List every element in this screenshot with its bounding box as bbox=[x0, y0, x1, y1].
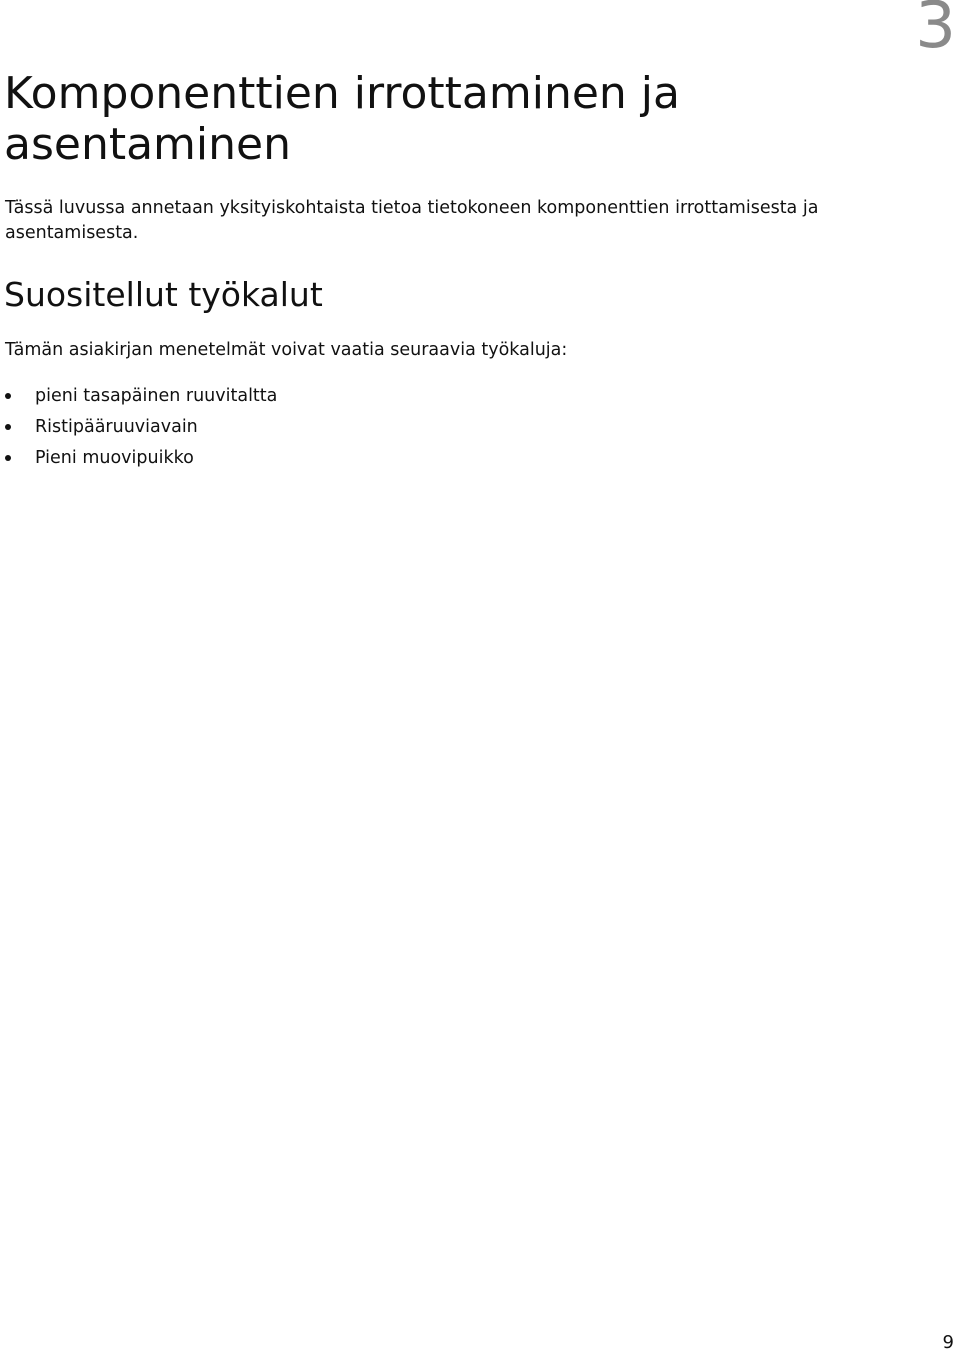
section-heading: Suositellut työkalut bbox=[4, 275, 323, 314]
section-paragraph: Tämän asiakirjan menetelmät voivat vaatia seuraavia työkaluja: bbox=[5, 340, 568, 360]
page-title: Komponenttien irrottaminen ja asentaminen bbox=[4, 68, 680, 170]
tool-list bbox=[5, 380, 277, 473]
list-item-label: pieni tasapäinen ruuvitaltta bbox=[35, 385, 278, 406]
page-number: 9 bbox=[942, 1332, 954, 1353]
list-item bbox=[5, 442, 277, 473]
intro-paragraph: Tässä luvussa annetaan yksityiskohtaista tietoa tietokoneen komponenttien irrottamisesta ja asentamisesta. bbox=[5, 198, 819, 243]
bullet-icon bbox=[5, 393, 11, 399]
list-item bbox=[5, 411, 277, 442]
list-item-label: Pieni muovipuikko bbox=[35, 447, 194, 468]
bullet-icon bbox=[5, 424, 11, 430]
bullet-icon bbox=[5, 455, 11, 461]
list-item-label: Ristipääruuviavain bbox=[35, 416, 198, 437]
chapter-number: 3 bbox=[915, 0, 956, 63]
list-item bbox=[5, 380, 277, 411]
